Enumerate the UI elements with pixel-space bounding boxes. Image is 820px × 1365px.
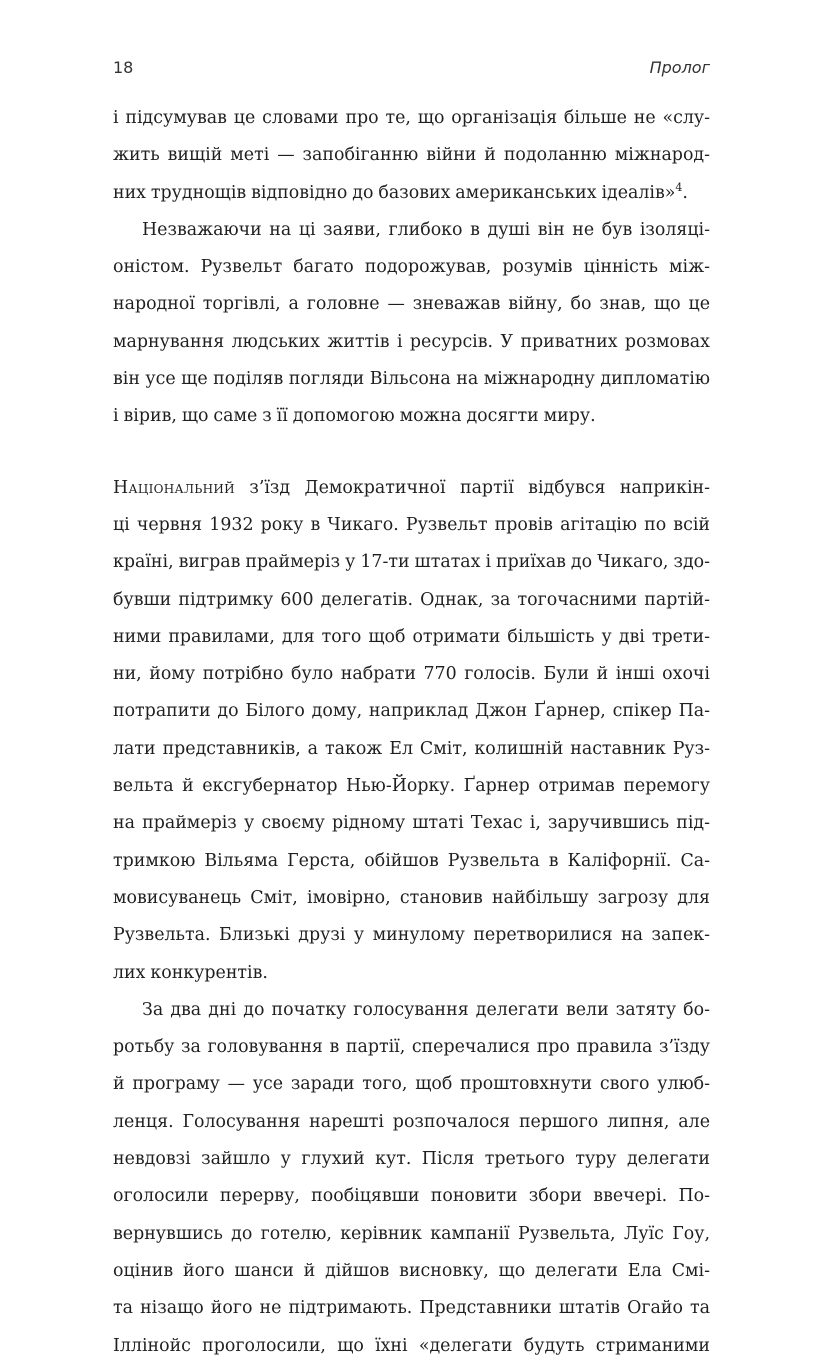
text-line: ротьбу за головування в партії, сперечалися про правила з’їзду [113, 1037, 710, 1058]
text-line: вельта й ексгубернатор Нью-Йорку. Ґарнер отримав перемогу [113, 776, 710, 797]
section-lead-in: Національний [113, 477, 235, 498]
text-line: і вірив, що саме з її допомогою можна досягти миру. [113, 406, 596, 427]
text-line [113, 175, 710, 212]
book-page [113, 0, 710, 1356]
footnote-marker[interactable]: 4 [675, 180, 683, 194]
text-line: він усе ще поділяв погляди Вільсона на міжнародну дипломатію [113, 369, 710, 390]
text-line: тримкою Вільяма Герста, обійшов Рузвельта в Каліфорнії. Са- [113, 850, 710, 871]
page-header [113, 58, 710, 82]
text-line-tail: . [682, 182, 688, 203]
text-line: жить вищій меті — запобіганню війни й подоланню міжнарод- [113, 145, 710, 166]
text-line: і підсумував це словами про те, що організація більше не «слу- [113, 108, 710, 128]
text-line: Іллінойс проголосили, що їхні «делегати будуть стриманими [113, 1335, 710, 1356]
text-line: й програму — усе заради того, щоб проштовхнути свого улюб- [113, 1074, 710, 1095]
text-line-content: з’їзд Демократичної партії відбувся наприкін- [234, 477, 710, 498]
section-break [113, 436, 710, 470]
body-text [113, 100, 710, 1365]
text-line: та нізащо його не підтримають. Представники штатів Огайо та [113, 1298, 710, 1319]
text-line [113, 470, 710, 507]
text-line: За два дні до початку голосування делегати вели затяту бо- [142, 999, 710, 1020]
text-line: бувши підтримку 600 делегатів. Однак, за тогочасними партій- [113, 589, 710, 610]
text-line: невдовзі зайшло у глухий кут. Після третього туру делегати [113, 1149, 710, 1170]
text-line: ни, йому потрібно було набрати 770 голосів. Були й інші охочі [113, 664, 710, 685]
page-number: 18 [113, 58, 134, 77]
text-line: вернувшись до готелю, керівник кампанії Рузвельта, Луїс Гоу, [113, 1223, 710, 1244]
text-line: марнування людських життів і ресурсів. У приватних розмовах [113, 331, 710, 352]
text-line: лати представників, а також Ел Сміт, колишній наставник Руз- [113, 738, 710, 759]
text-line-content: них труднощів відповідно до базових американських ідеалів» [113, 182, 676, 203]
text-line: Рузвельта. Близькі друзі у минулому перетворилися на запек- [113, 925, 710, 946]
text-line: оцінив його шанси й дійшов висновку, що делегати Ела Смі- [113, 1260, 710, 1281]
text-line: країні, виграв праймеріз у 17-ти штатах і приїхав до Чикаго, здо- [113, 552, 710, 573]
text-line: мовисуванець Сміт, імовірно, становив найбільшу загрозу для [113, 887, 710, 908]
text-line: оністом. Рузвельт багато подорожував, розумів цінність між- [113, 257, 710, 278]
text-line: лих конкурентів. [113, 962, 268, 983]
text-line: ленця. Голосування нарешті розпочалося першого липня, але [113, 1111, 710, 1132]
text-line: на праймеріз у своєму рідному штаті Техас і, заручившись під- [113, 813, 710, 834]
text-line: Незважаючи на ці заяви, глибоко в душі він не був ізоляці- [142, 219, 710, 240]
running-title: Пролог [649, 58, 710, 77]
text-line: ними правилами, для того щоб отримати більшість у дві трети- [113, 626, 710, 647]
text-line: ці червня 1932 року в Чикаго. Рузвельт провів агітацію по всій [113, 514, 710, 535]
text-line: потрапити до Білого дому, наприклад Джон Ґарнер, спікер Па- [113, 701, 710, 722]
text-line: оголосили перерву, пообіцявши поновити збори ввечері. По- [113, 1186, 710, 1207]
text-line: народної торгівлі, а головне — зневажав війну, бо знав, що це [113, 294, 710, 315]
